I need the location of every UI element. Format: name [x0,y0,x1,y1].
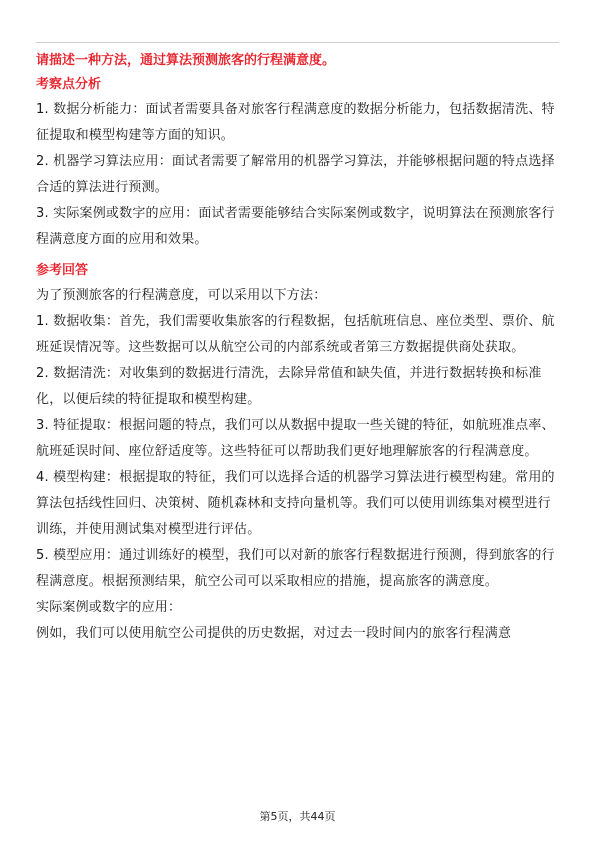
answer-item-3: 3. 特征提取：根据问题的特点，我们可以从数据中提取一些关键的特征，如航班准点率、航班延误时间、座位舒适度等。这些特征可以帮助我们更好地理解旅客的行程满意度。 [36,418,555,459]
case-label: 实际案例或数字的应用： [36,600,182,615]
answer-item-4: 4. 模型构建：根据提取的特征，我们可以选择合适的机器学习算法进行模型构建。常用的算法包括线性回归、决策树、随机森林和支持向量机等。我们可以使用训练集对模型进行训练，并使用测试集对模型进行评估。 [36,470,555,537]
question-title: 请描述一种方法，通过算法预测旅客的行程满意度。 [36,53,336,68]
answer-intro: 为了预测旅客的行程满意度，可以采用以下方法： [36,288,327,303]
analysis-heading: 考察点分析 [36,77,102,92]
answer-item-1: 1. 数据收集：首先，我们需要收集旅客的行程数据，包括航班信息、座位类型、票价、航班延误情况等。这些数据可以从航空公司的内部系统或者第三方数据提供商处获取。 [36,314,555,355]
answer-item-5: 5. 模型应用：通过训练好的模型，我们可以对新的旅客行程数据进行预测，得到旅客的行程满意度。根据预测结果，航空公司可以采取相应的措施，提高旅客的满意度。 [36,548,555,589]
analysis-item-3: 3. 实际案例或数字的应用：面试者需要能够结合实际案例或数字，说明算法在预测旅客行程满意度方面的应用和效果。 [36,206,555,247]
page-content [36,50,559,647]
case-text: 例如，我们可以使用航空公司提供的历史数据，对过去一段时间内的旅客行程满意 [36,626,512,641]
analysis-item-1: 1. 数据分析能力：面试者需要具备对旅客行程满意度的数据分析能力，包括数据清洗、特征提取和模型构建等方面的知识。 [36,102,555,143]
top-rule [36,42,559,43]
page-number: 第5页，共44页 [259,810,336,823]
answer-heading: 参考回答 [36,263,89,278]
analysis-item-2: 2. 机器学习算法应用：面试者需要了解常用的机器学习算法，并能够根据问题的特点选择合适的算法进行预测。 [36,154,555,195]
answer-item-2: 2. 数据清洗：对收集到的数据进行清洗，去除异常值和缺失值，并进行数据转换和标准化，以便后续的特征提取和模型构建。 [36,366,542,407]
